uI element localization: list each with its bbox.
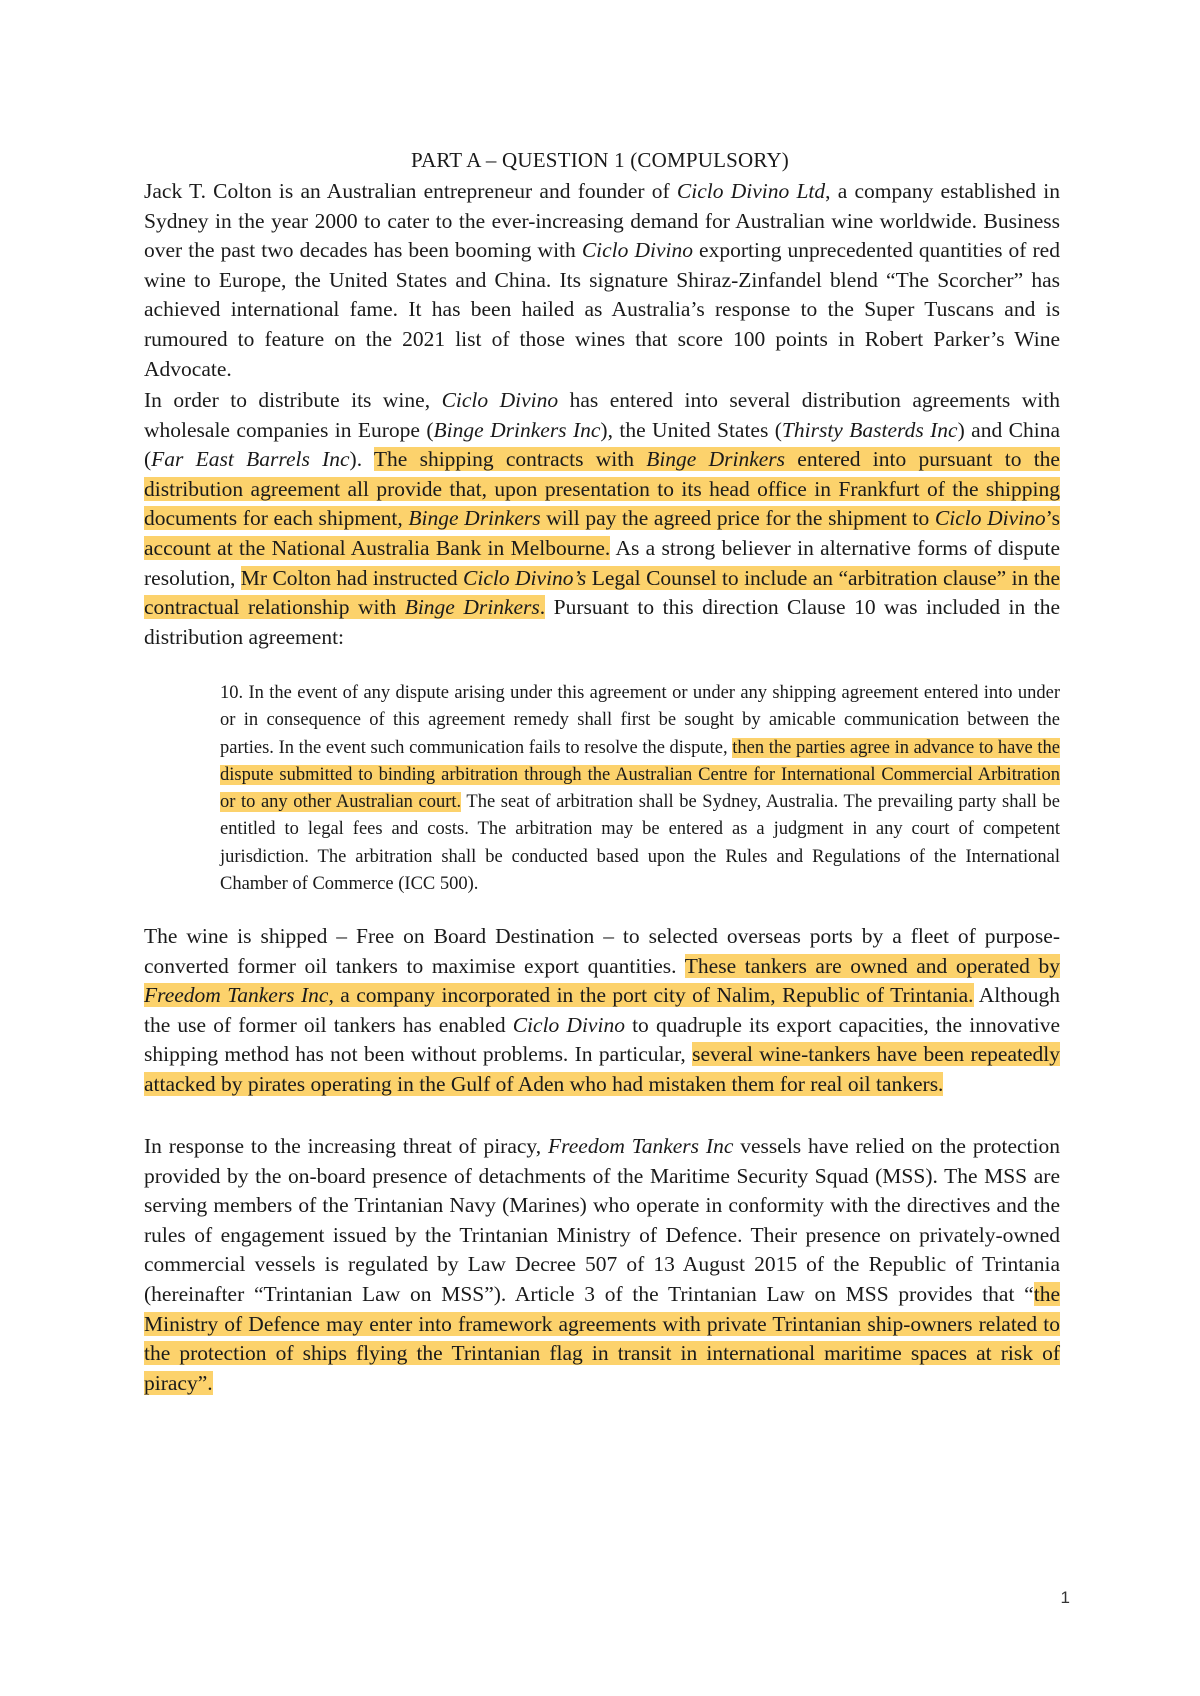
text-run: In order to distribute its wine, — [144, 388, 442, 412]
highlighted-text: then the parties agree in advance to have the dispute submitted to binding arbitration through the Australian Centre for International Commercial Arbitration or to any other Australian court. — [220, 737, 1060, 813]
page-title: PART A – QUESTION 1 (COMPULSORY) — [411, 148, 789, 172]
paragraph-piracy — [144, 1132, 1060, 1398]
highlighted-text: will pay the agreed price for the shipment to — [540, 506, 935, 531]
text-run: Ciclo Divino — [581, 238, 693, 263]
highlighted-text: . — [539, 595, 546, 620]
text-run: Although the use of former oil tankers has enabled — [144, 983, 1060, 1037]
highlighted-text: , a company incorporated in the port city of Nalim, Republic of Trintania. — [328, 983, 974, 1008]
highlighted-text: The shipping contracts with — [373, 447, 647, 472]
highlighted-text: several wine-tankers have been repeatedly attacked by pirates operating in the Gulf of Aden who had mistaken them for real oil tankers. — [144, 1042, 1060, 1096]
text-run: vessels have relied on the protection provided by the on-board presence of detachments of the Maritime Security Squad (MSS). The MSS are serving members of the Trintanian Navy (Marines) who operate in conformity with the directives and the rules of engagement issued by the Trintanian Ministry of Defence. Their presence on privately-owned commercial vessels is regulated by Law Decree 507 of 13 August 2015 of the Republic of Trintania (hereinafter “Trintanian Law on MSS”). Article 3 of the Trintanian Law on MSS provides that “ — [144, 1134, 1060, 1306]
text-run: has entered into several distribution agreements with wholesale companies in Europe ( — [144, 388, 1060, 442]
text-run: exporting unprecedented quantities of red wine to Europe, the United States and China. Its signature Shiraz-Zinfandel blend “The Scorcher” has achieved international fame. It has been hailed as Australia’s response to the Super Tuscans and is rumoured to feature on the 2021 list of those wines that score 100 points in Robert Parker’s Wine Advocate. — [144, 238, 1060, 381]
clause-10 — [220, 680, 1060, 898]
text-run: As a strong believer in alternative forms of dispute resolution, — [144, 535, 1061, 590]
page-number: 1 — [1060, 1588, 1070, 1607]
text-run: ), the United States ( — [600, 417, 782, 442]
highlighted-text: Binge Drinkers — [404, 595, 540, 620]
highlighted-text: Legal Counsel to include an “arbitration clause” in the contractual relationship with — [144, 565, 1061, 620]
text-run: Binge Drinkers Inc — [433, 417, 601, 442]
paragraph-distribution — [144, 386, 1060, 652]
text-run: to quadruple its export capacities, the innovative shipping method has not been without problems. In particular, — [144, 1012, 1060, 1067]
text-run: Freedom Tankers Inc — [548, 1134, 734, 1158]
highlighted-text: Freedom Tankers Inc — [144, 983, 329, 1008]
highlighted-text: entered into pursuant to the distribution agreement all provide that, upon presentation to its head office in Frankfurt of the shipping documents for each shipment, — [144, 447, 1060, 531]
highlighted-text: These tankers are owned and operated by — [684, 953, 1060, 978]
text-run: Thirsty Basterds Inc — [781, 417, 958, 442]
highlighted-text: Ciclo Divino’s — [463, 565, 587, 590]
highlighted-text: Binge Drinkers — [646, 447, 786, 472]
highlighted-text: Ciclo Divino — [934, 506, 1046, 531]
text-run: Pursuant to this direction Clause 10 was included in the distribution agreement: — [144, 595, 1060, 649]
text-run: , a company established in Sydney in the year 2000 to cater to the ever-increasing demand for Australian wine worldwide. Business over the past two decades has been booming with — [144, 179, 1060, 263]
highlighted-text: ’s account at the National Australia Bank in Melbourne. — [144, 506, 1061, 560]
text-run: Jack T. Colton is an Australian entrepreneur and founder of — [144, 179, 677, 203]
text-run: Ciclo Divino — [441, 388, 559, 412]
text-run: The wine is shipped – Free on Board Destination – to selected overseas ports by a fleet of purpose-converted former oil tankers to maximise export quantities. — [144, 924, 1060, 978]
text-run: Far East Barrels Inc — [151, 447, 350, 472]
text-run: The seat of arbitration shall be Sydney, Australia. The prevailing party shall be entitled to legal fees and costs. The arbitration may be entered as a judgment in any court of competent jurisdiction. The arbitration shall be conducted based upon the Rules and Regulations of the International Chamber of Commerce (ICC 500). — [220, 792, 1060, 895]
highlighted-text: Mr Colton had instructed — [240, 565, 464, 590]
paragraph-shipping — [144, 922, 1060, 1100]
highlighted-text: the Ministry of Defence may enter into framework agreements with private Trintanian ship-owners related to the protection of ships flying the Trintanian flag in transit in international maritime spaces at risk of piracy”. — [144, 1281, 1060, 1395]
text-run: In response to the increasing threat of piracy, — [144, 1134, 549, 1158]
highlighted-text: Binge Drinkers — [408, 506, 541, 531]
text-run: ) and China ( — [144, 417, 1060, 472]
text-run: ). — [349, 447, 374, 472]
paragraph-intro — [144, 177, 1060, 384]
text-run: Ciclo Divino — [512, 1012, 625, 1037]
text-run: Ciclo Divino Ltd — [676, 179, 826, 203]
text-run: 10. In the event of any dispute arising under this agreement or under any shipping agreement entered into under or in consequence of this agreement remedy shall first be sought by amicable communication between the parties. In the event such communication fails to resolve the dispute, — [220, 683, 1060, 758]
